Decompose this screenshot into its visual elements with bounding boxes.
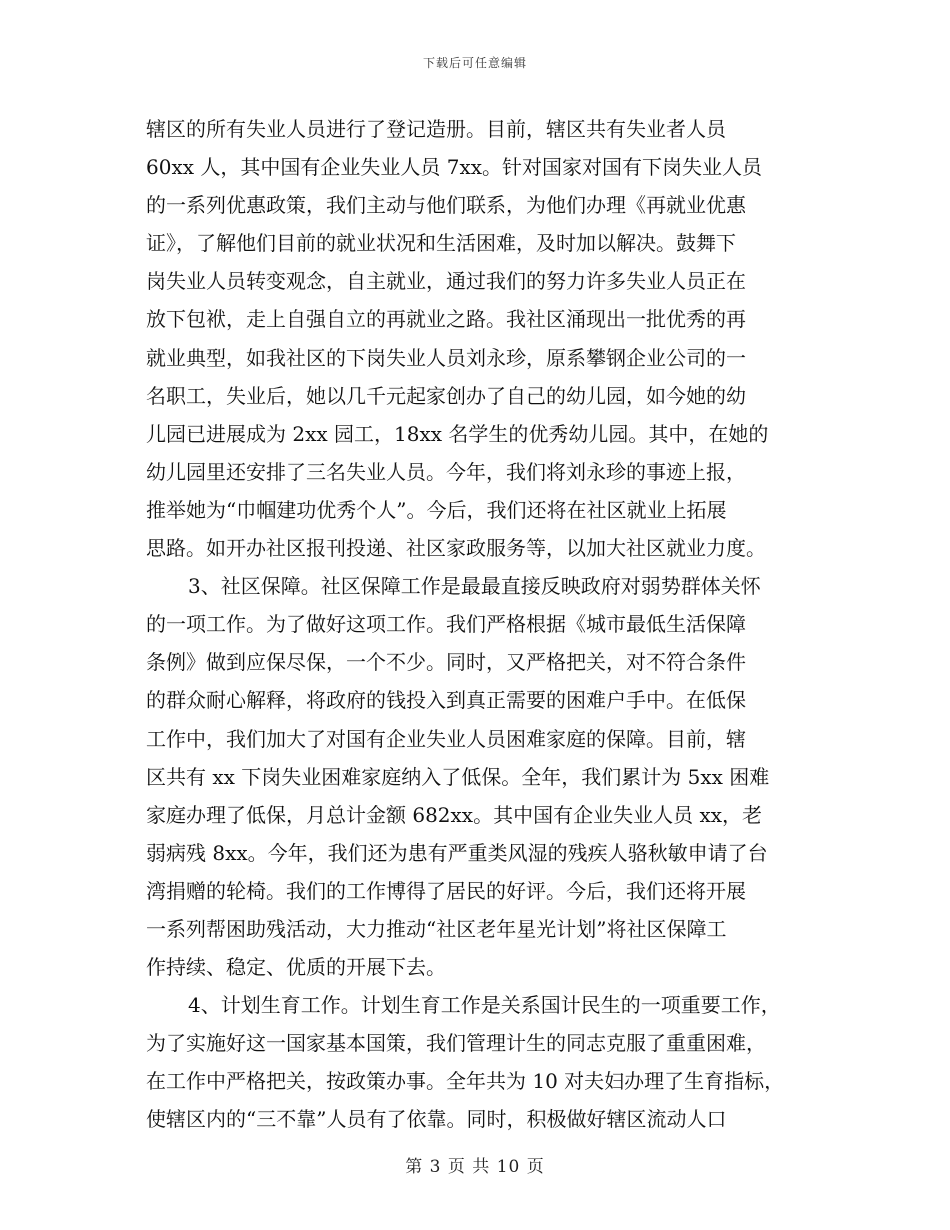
text-line-26: 在工作中严格把关，按政策办事。全年共为 10 对夫妇办理了生育指标， [146,1069,785,1094]
text-line-17: 工作中，我们加大了对国有企业失业人员困难家庭的保障。目前，辖 [146,726,746,751]
text-line-1: 辖区的所有失业人员进行了登记造册。目前，辖区共有失业者人员 [146,117,726,141]
text-line-22: 一系列帮困助残活动，大力推动“社区老年星光计划”将社区保障工 [146,916,727,941]
text-line-11: 推举她为“巾帼建功优秀个人”。今后，我们还将在社区就业上拓展 [146,497,727,522]
text-line-8: 名职工，失业后，她以几千元起家创办了自己的幼儿园，如今她的幼 [146,383,746,408]
text-line-27: 使辖区内的“三不靠”人员有了依靠。同时，积极做好辖区流动人口 [146,1107,727,1132]
text-line-3: 的一系列优惠政策，我们主动与他们联系，为他们办理《再就业优惠 [146,193,746,218]
text-line-24: 4、计划生育工作。计划生育工作是关系国计民生的一项重要工作， [188,993,781,1018]
text-line-18: 区共有 xx 下岗失业困难家庭纳入了低保。全年，我们累计为 5xx 困难 [146,764,770,789]
page-header: 下载后可任意编辑 [422,56,527,70]
text-line-13: 3、社区保障。社区保障工作是最最直接反映政府对弱势群体关怀 [188,574,761,599]
text-line-23: 作持续、稳定、优质的开展下去。 [146,955,446,980]
page-footer: 第 3 页 共 10 页 [405,1157,545,1177]
text-line-20: 弱病残 8xx。今年，我们还为患有严重类风湿的残疾人骆秋敏申请了台 [146,840,768,865]
text-line-25: 为了实施好这一国家基本国策，我们管理计生的同志克服了重重困难， [146,1031,766,1056]
text-line-2: 60xx 人，其中国有企业失业人员 7xx。针对国家对国有下岗失业人员 [146,155,763,180]
text-line-19: 家庭办理了低保，月总计金额 682xx。其中国有企业失业人员 xx，老 [146,802,763,827]
text-line-16: 的群众耐心解释，将政府的钱投入到真正需要的困难户手中。在低保 [146,688,746,713]
text-line-4: 证》，了解他们目前的就业状况和生活困难，及时加以解决。鼓舞下 [146,231,736,256]
text-line-12: 思路。如开办社区报刊投递、社区家政服务等，以加大社区就业力度。 [146,536,766,561]
text-line-7: 就业典型，如我社区的下岗失业人员刘永珍，原系攀钢企业公司的一 [146,345,746,370]
text-line-9: 儿园已进展成为 2xx 园工，18xx 名学生的优秀幼儿园。其中，在她的 [146,421,769,446]
text-line-5: 岗失业人员转变观念，自主就业，通过我们的努力许多失业人员正在 [146,269,746,294]
document-body [146,110,806,1139]
text-line-15: 条例》做到应保尽保，一个不少。同时，又严格把关，对不符合条件 [146,650,746,675]
text-line-10: 幼儿园里还安排了三名失业人员。今年，我们将刘永珍的事迹上报， [146,459,746,484]
text-line-6: 放下包袱，走上自强自立的再就业之路。我社区涌现出一批优秀的再 [146,307,746,332]
text-line-14: 的一项工作。为了做好这项工作。我们严格根据《城市最低生活保障 [146,612,746,637]
text-line-21: 湾捐赠的轮椅。我们的工作博得了居民的好评。今后，我们还将开展 [146,878,746,903]
